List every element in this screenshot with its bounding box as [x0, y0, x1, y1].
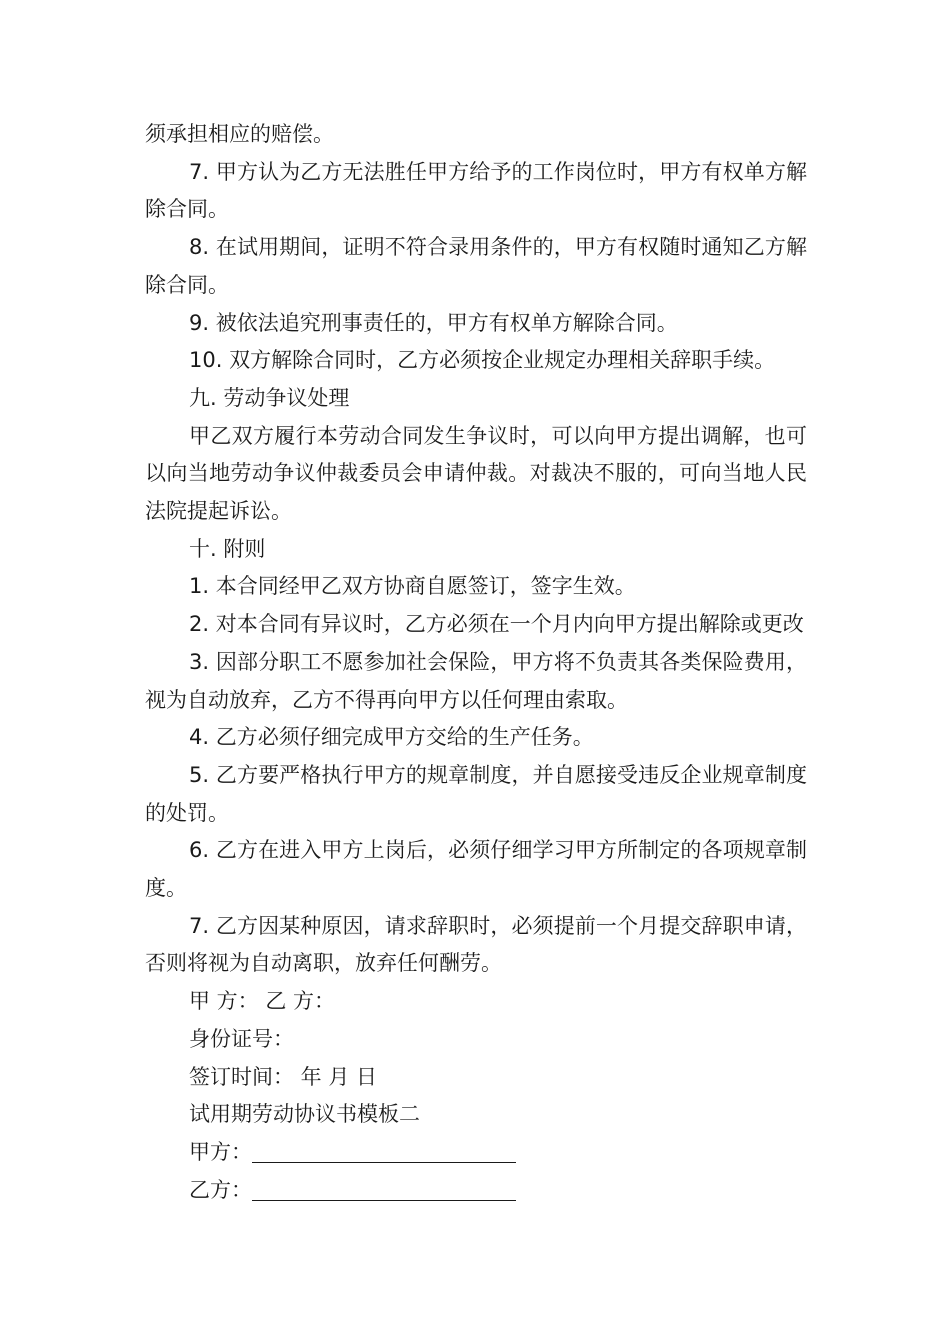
- dispute-paragraph: 甲乙双方履行本劳动合同发生争议时，可以向甲方提出调解，也可以向当地劳动争议仲裁委员会申请仲裁。对裁决不服的，可向当地人民法院提起诉讼。: [145, 423, 807, 524]
- id-number-label: 身份证号：: [189, 1026, 294, 1051]
- party-b-signature-row: [145, 1172, 807, 1210]
- clause-10-resignation: 10. 双方解除合同时，乙方必须按企业规定办理相关辞职手续。: [189, 348, 776, 373]
- appendix-clause-4: 4. 乙方必须仔细完成甲方交给的生产任务。: [189, 725, 594, 750]
- section-10-heading: 十. 附则: [189, 536, 266, 561]
- section-9-heading: 九. 劳动争议处理: [189, 385, 350, 410]
- signing-date-label: 签订时间： 年 月 日: [189, 1064, 378, 1089]
- clause-9-criminal: 9. 被依法追究刑事责任的，甲方有权单方解除合同。: [189, 310, 678, 335]
- clause-8-probation: 8. 在试用期间，证明不符合录用条件的，甲方有权随时通知乙方解除合同。: [145, 235, 807, 297]
- appendix-clause-5: 5. 乙方要严格执行甲方的规章制度，并自愿接受违反企业规章制度的处罚。: [145, 762, 807, 825]
- appendix-clause-7: 7. 乙方因某种原因，请求辞职时，必须提前一个月提交辞职申请，否则将视为自动离职，放弃任何酬劳。: [145, 913, 807, 976]
- party-labels: 甲 方： 乙 方：: [189, 989, 336, 1014]
- template-two-title: 试用期劳动协议书模板二: [189, 1102, 420, 1127]
- appendix-clause-6: 6. 乙方在进入甲方上岗后，必须仔细学习甲方所制定的各项规章制度。: [145, 838, 807, 901]
- appendix-clause-1: 1. 本合同经甲乙双方协商自愿签订，签字生效。: [189, 574, 636, 599]
- party-b-label: 乙方：: [189, 1177, 252, 1202]
- appendix-clause-2: 2. 对本合同有异议时，乙方必须在一个月内向甲方提出解除或更改: [189, 612, 804, 637]
- party-a-signature-row: [145, 1134, 807, 1172]
- party-a-label: 甲方：: [189, 1139, 252, 1164]
- paragraph-continuation: 须承担相应的赔偿。: [145, 122, 334, 146]
- clause-7-termination: 7. 甲方认为乙方无法胜任甲方给予的工作岗位时，甲方有权单方解除合同。: [145, 159, 807, 222]
- party-a-blank-line: [252, 1136, 516, 1163]
- party-b-blank-line: [252, 1174, 516, 1201]
- appendix-clause-3: 3. 因部分职工不愿参加社会保险，甲方将不负责其各类保险费用，视为自动放弃，乙方不得再向甲方以任何理由索取。: [145, 649, 807, 712]
- document-page: [145, 116, 807, 1209]
